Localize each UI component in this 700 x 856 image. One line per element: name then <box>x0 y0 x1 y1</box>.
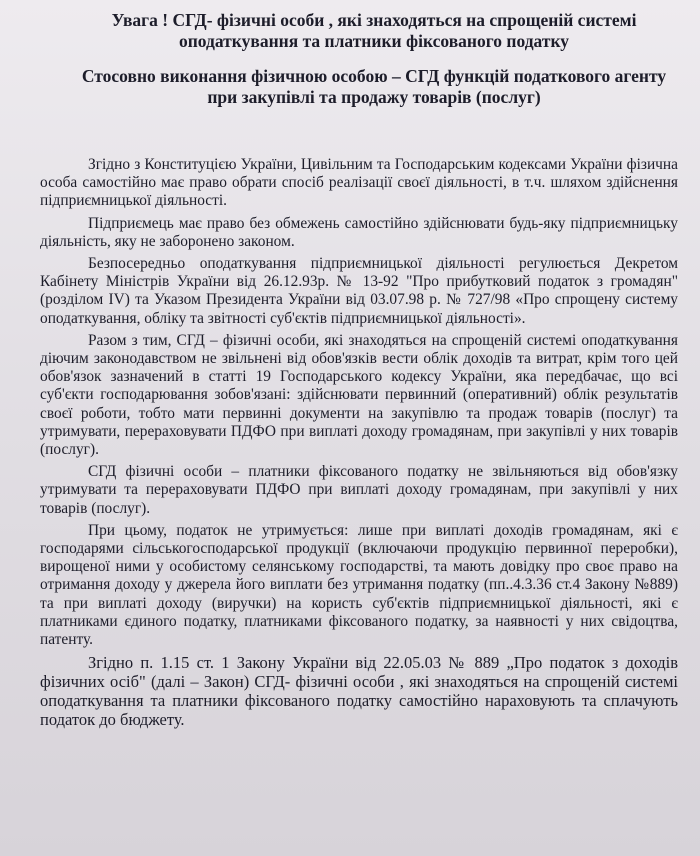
paragraph-constitution: Згідно з Конституцією України, Цивільним та Господарським кодексами України фізична особа самостійно має право обрати спосіб реалізації своєї діяльності, в т.ч. шляхом здійснення підприємницької діяльності. <box>40 156 678 210</box>
paragraph-taxation-regulation: Безпосередньо оподаткування підприємницької діяльності регулюється Декретом Кабінету Міністрів України від 26.12.93р. № 13-92 "Про прибутковий податок з громадян" (розділом IV) та Указом Президента України від 03.07.98 р. № 727/98 «Про спрощену систему оподаткування, обліку та звітності суб'єктів підприємницької діяльності». <box>40 255 678 327</box>
paragraph-fixed-tax-payers: СГД фізичні особи – платники фіксованого податку не звільняються від обов'язку утримувати та перераховувати ПДФО при виплаті доходу громадянам, при закупівлі у них товарів (послуг). <box>40 463 678 517</box>
paragraph-tax-exemptions: При цьому, податок не утримується: лише при виплаті доходів громадянам, які є господарями сільськогосподарської продукції (включаючи продукцію первинної переробки), вирощеної ними у особистому селянському господарстві, та мають довідку про своє право на отримання доходу у джерела його виплати без утримання податку (пп..4.3.36 ст.4 Закону №889) та при виплаті доходу (виручки) на користь суб'єктів підприємницької діяльності, які є платниками єдиного податку, платниками фіксованого податку, за наявності у них свідоцтва, патенту. <box>40 521 678 649</box>
document-body <box>40 156 678 729</box>
paragraph-law-889: Згідно п. 1.15 ст. 1 Закону України від 22.05.03 № 889 „Про податок з доходів фізичних осіб" (далі – Закон) СГД- фізичні особи , які знаходяться на спрощеній системі оподаткування та платники фіксованого податку самостійно нараховують та сплачують податок до бюджету. <box>40 653 678 730</box>
subject-heading: Стосовно виконання фізичною особою – СГД функцій податкового агенту при закупівлі та продажу товарів (послуг) <box>81 66 667 107</box>
notice-heading: Увага ! СГД- фізичні особи , які знаходяться на спрощеній системі оподаткування та платники фіксованого податку <box>111 10 637 51</box>
paragraph-entrepreneur-rights: Підприємець має право без обмежень самостійно здійснювати будь-яку підприємницьку діяльність, яку не заборонено законом. <box>40 214 678 250</box>
paragraph-accounting-obligations: Разом з тим, СГД – фізичні особи, які знаходяться на спрощеній системі оподаткування діючим законодавством не звільнені від обов'язків вести облік доходів та витрат, крім того цей обов'язок зазначений в статті 19 Господарського кодексу України, яка передбачає, що всі суб'єкти господарювання зобов'язані: здійснювати первинний (оперативний) облік результатів своєї роботи, тобто мати первинні документи на закупівлю та продаж товарів (послуг) та утримувати, перераховувати ПДФО при виплаті доходу громадянам, при закупівлі у них товарів (послуг). <box>40 331 678 459</box>
